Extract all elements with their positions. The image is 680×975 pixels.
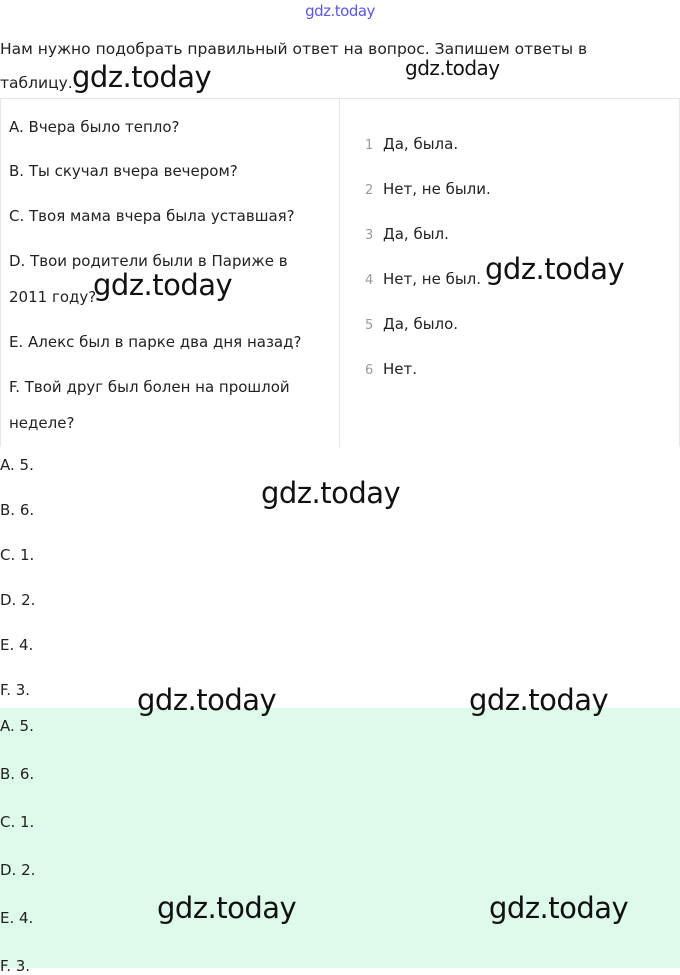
result-item: A. 5. <box>0 456 34 474</box>
question-item: B. Ты скучал вчера вечером? <box>9 162 238 180</box>
highlighted-result-item: F. 3. <box>0 957 31 975</box>
answer-number: 5 <box>365 318 374 333</box>
answer-highlight-block <box>0 708 680 968</box>
question-item: D. Твои родители были в Париже в 2011 году? <box>9 252 288 306</box>
answer-item <box>365 314 458 336</box>
watermark-text: gdz.today <box>261 476 401 510</box>
intro-paragraph: Нам нужно подобрать правильный ответ на вопрос. Запишем ответы в таблицу. <box>0 40 588 92</box>
result-item: B. 6. <box>0 501 35 519</box>
watermark-text: gdz.today <box>93 268 233 302</box>
watermark-text: gdz.today <box>489 891 629 925</box>
answer-number: 6 <box>365 363 374 378</box>
answer-text: Нет. <box>383 360 418 378</box>
watermark-text: gdz.today <box>72 60 212 94</box>
answer-text: Да, была. <box>383 135 459 153</box>
question-item: C. Твоя мама вчера была уставшая? <box>9 207 295 225</box>
answer-item <box>365 179 491 201</box>
answer-text: Нет, не был. <box>383 270 482 288</box>
watermark-text: gdz.today <box>405 56 500 80</box>
answer-number: 1 <box>365 138 374 153</box>
answer-number: 2 <box>365 183 374 198</box>
answer-item <box>365 224 449 246</box>
answer-number: 4 <box>365 273 374 288</box>
answer-text: Да, было. <box>383 315 459 333</box>
result-item: D. 2. <box>0 591 36 609</box>
result-item: F. 3. <box>0 681 31 699</box>
question-item: F. Твой друг был болен на прошлой неделе? <box>9 378 290 432</box>
highlighted-result-item: A. 5. <box>0 717 34 735</box>
answer-item <box>365 359 417 381</box>
site-logo[interactable]: gdz.today <box>305 2 375 20</box>
result-item: E. 4. <box>0 636 34 654</box>
watermark-text: gdz.today <box>469 683 609 717</box>
highlighted-result-item: B. 6. <box>0 765 35 783</box>
answer-item <box>365 134 458 156</box>
watermark-text: gdz.today <box>137 683 277 717</box>
answer-text: Да, был. <box>383 225 449 243</box>
result-item: C. 1. <box>0 546 35 564</box>
watermark-text: gdz.today <box>157 891 297 925</box>
answer-item <box>365 269 481 291</box>
answer-text: Нет, не были. <box>383 180 491 198</box>
question-item: A. Вчера было тепло? <box>9 118 180 136</box>
highlighted-result-item: C. 1. <box>0 813 35 831</box>
highlighted-result-item: D. 2. <box>0 861 36 879</box>
watermark-text: gdz.today <box>485 252 625 286</box>
highlighted-result-item: E. 4. <box>0 909 34 927</box>
answer-number: 3 <box>365 228 374 243</box>
question-item: E. Алекс был в парке два дня назад? <box>9 333 302 351</box>
